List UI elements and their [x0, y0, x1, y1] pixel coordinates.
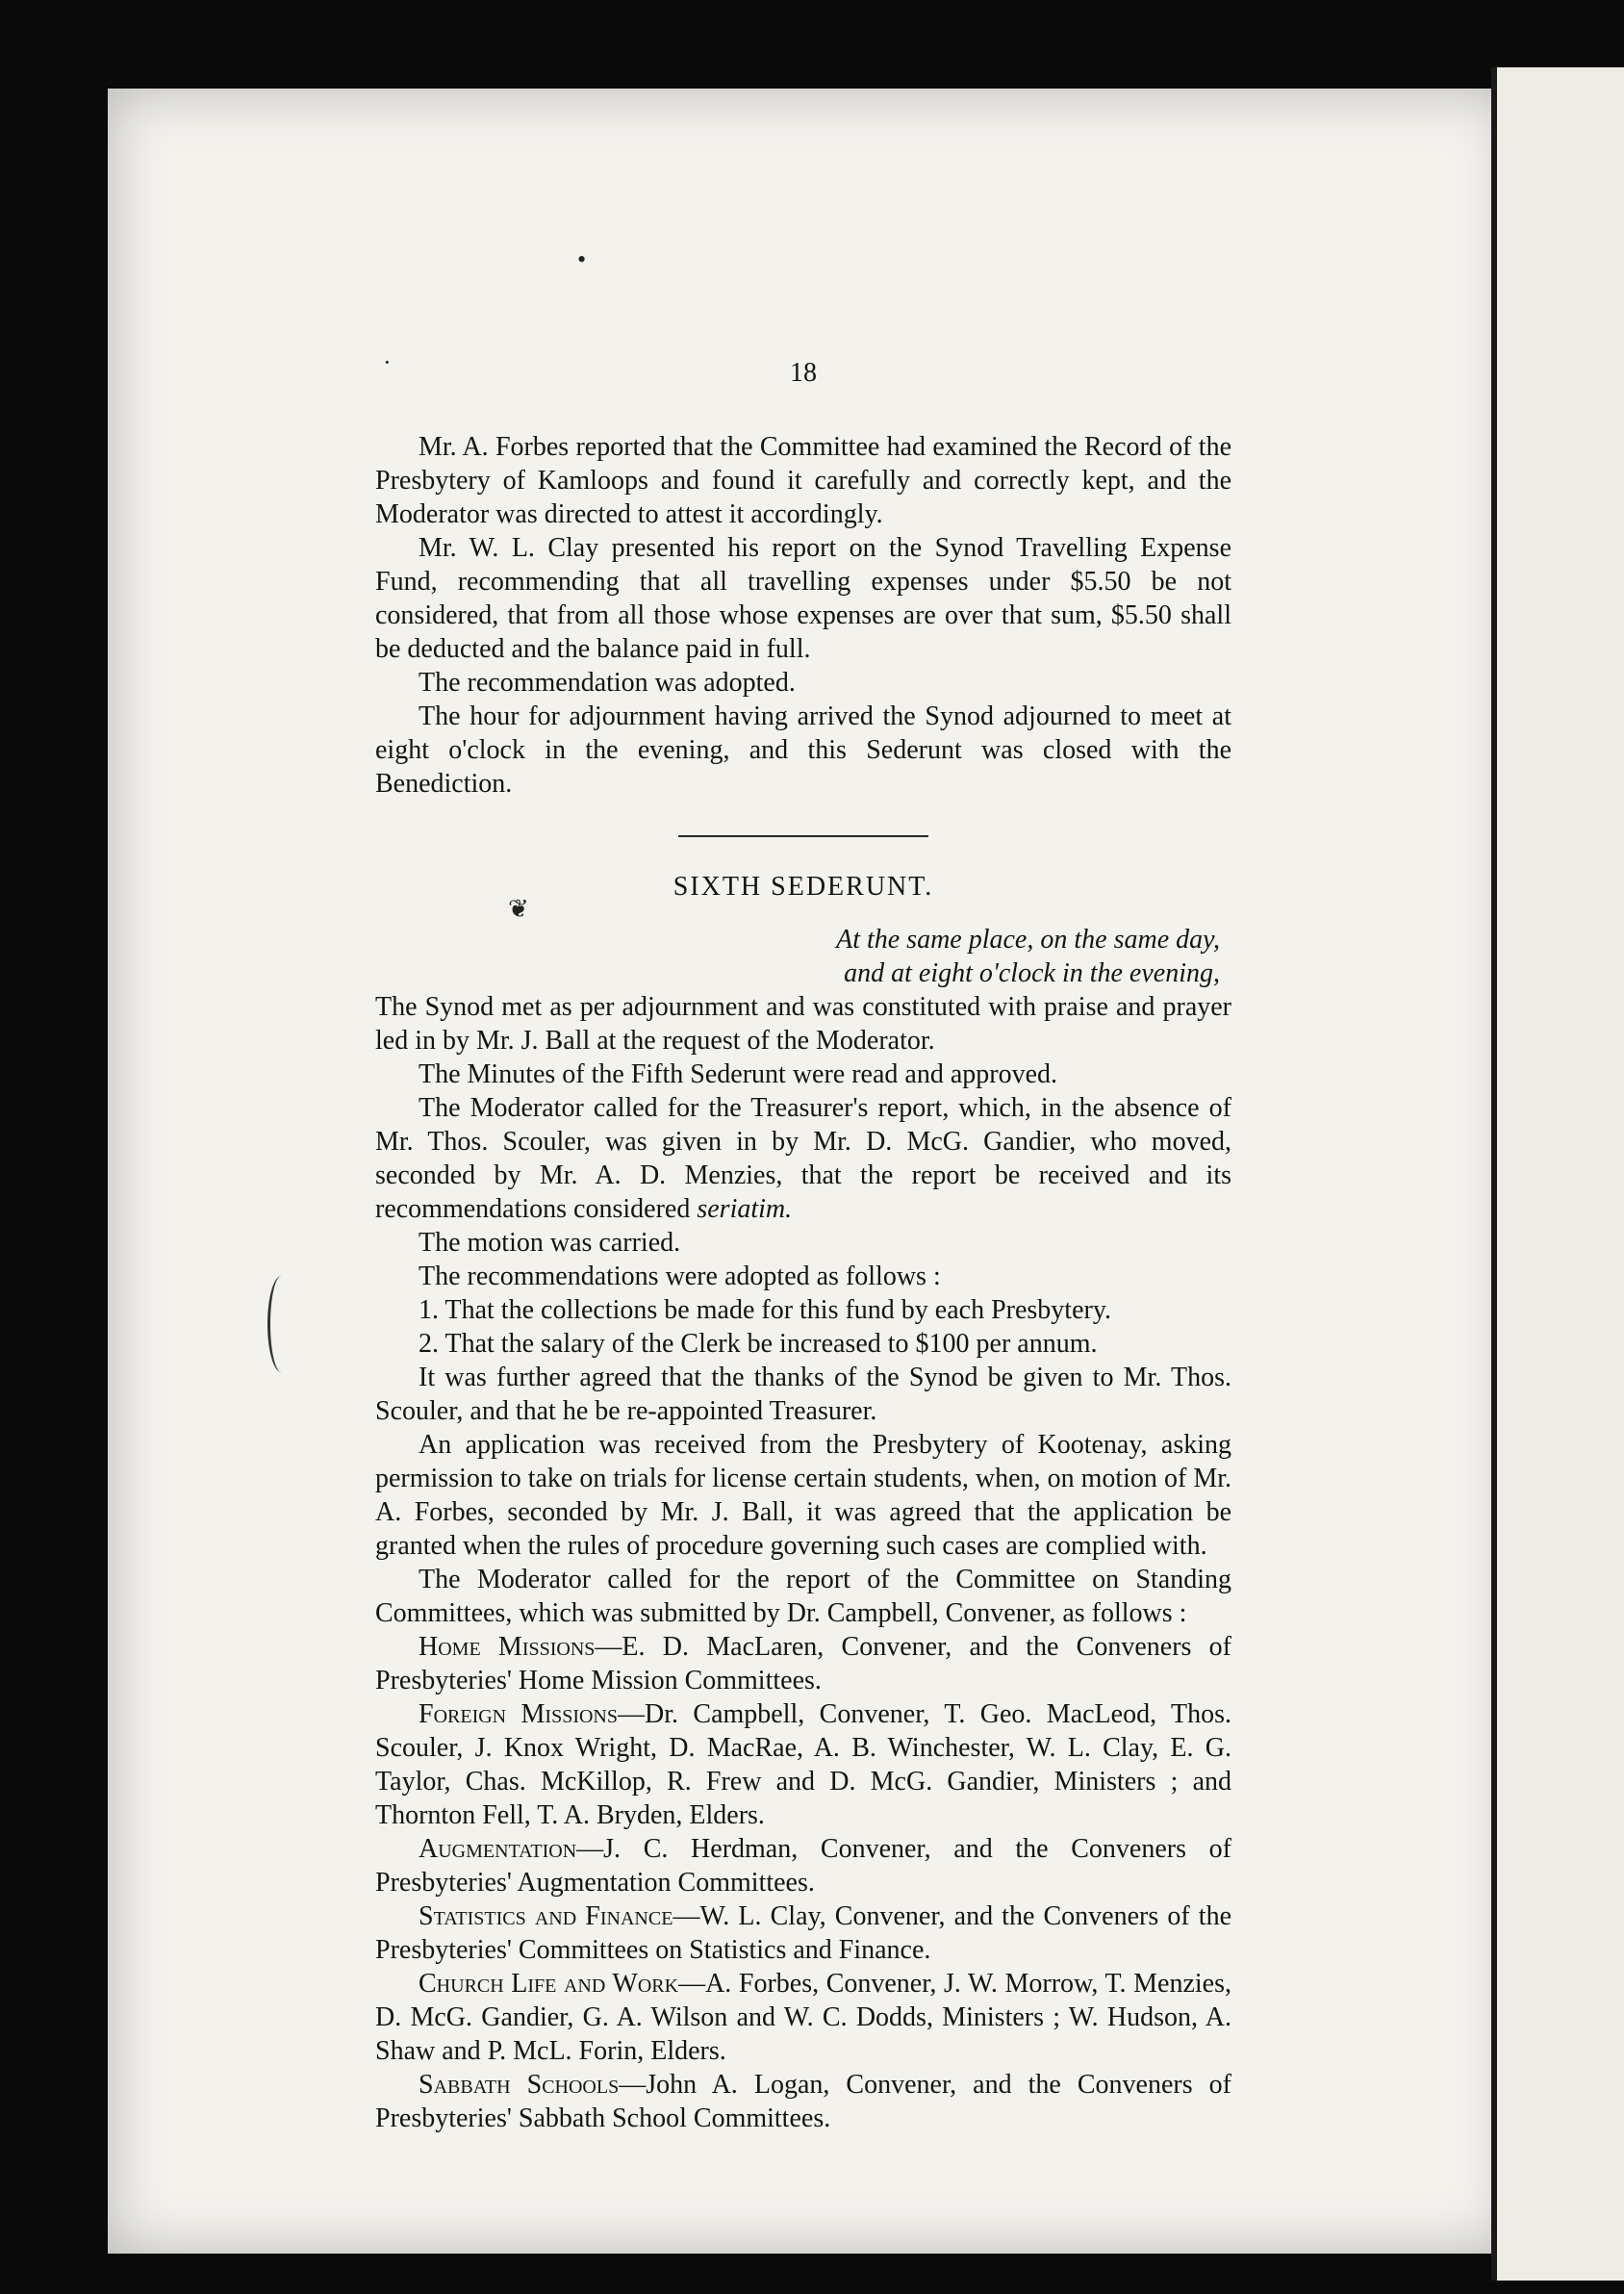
- paragraph-motion: The motion was carried.: [419, 1228, 681, 1258]
- committee-entry: [375, 1899, 1231, 1967]
- paragraph-committee-intro: The Moderator called for the report of the Committee on Standing Committees, which was submitted by Dr. Campbell, Convener, as follows :: [375, 1565, 1231, 1628]
- treasurer-text: The Moderator called for the Treasurer's report, which, in the absence of Mr. Thos. Scouler, was given in by Mr. D. McG. Gandier, who moved, seconded by Mr. A. D. Menzies, that the report be received and its recommendations considered: [375, 1093, 1231, 1224]
- page-number: 18: [790, 358, 817, 388]
- committee-entry: [375, 1832, 1231, 1899]
- paragraph-application: An application was received from the Presbytery of Kootenay, asking permission to take on trials for license certain students, when, on motion of Mr. A. Forbes, seconded by Mr. J. Ball, it was agreed that the application be granted when the rules of procedure governing such cases are complied with.: [375, 1430, 1231, 1561]
- section-heading: SIXTH SEDERUNT.: [672, 872, 934, 902]
- paragraph-clay-report: Mr. W. L. Clay presented his report on the Synod Travelling Expense Fund, recommending that all travelling expenses under $5.50 be not considered, that from all those whose expenses are over that sum, $5.50 shall be deducted and the balance paid in full.: [375, 533, 1231, 664]
- paragraph-thanks: It was further agreed that the thanks of the Synod be given to Mr. Thos. Scouler, and that he be re-appointed Treasurer.: [375, 1363, 1231, 1426]
- dateline-line-1: At the same place, on the same day,: [836, 925, 1220, 955]
- paragraph-treasurer: [375, 1091, 1231, 1226]
- paragraph-recommendations-intro: The recommendations were adopted as follows :: [419, 1262, 941, 1291]
- committee-name: Foreign Missions: [419, 1699, 618, 1729]
- recommendation-2: 2. That the salary of the Clerk be increased to $100 per annum.: [419, 1329, 1098, 1359]
- committee-members: —E. D. MacLaren, Convener, and the Conveners of Presbyteries' Home Mission Committees.: [375, 1632, 1232, 1695]
- stray-mark: •: [577, 245, 587, 273]
- committee-name: Church Life and Work: [419, 1969, 679, 1999]
- committee-name: Augmentation: [419, 1834, 577, 1864]
- stray-mark: ·: [383, 348, 392, 376]
- dateline-line-2: and at eight o'clock in the evening,: [844, 958, 1220, 988]
- paragraph-opening: The Synod met as per adjournment and was constituted with praise and prayer led in by Mr. J. Ball at the request of the Moderator.: [375, 992, 1231, 1056]
- section-divider: [678, 835, 928, 837]
- committee-name: Statistics and Finance: [419, 1901, 673, 1931]
- paragraph-forbes-report: Mr. A. Forbes reported that the Committee had examined the Record of the Presbytery of Kamloops and found it carefully and correctly kept, and the Moderator was directed to attest it accordingly.: [375, 432, 1231, 529]
- stray-mark: ❦: [508, 895, 529, 923]
- committee-entry: [375, 1697, 1231, 1832]
- committee-members: —John A. Logan, Convener, and the Conveners of Presbyteries' Sabbath School Committees.: [375, 2070, 1231, 2133]
- committee-entry: [375, 1630, 1231, 1697]
- committee-entry: [375, 2068, 1231, 2135]
- committee-entry: [375, 1967, 1231, 2068]
- paragraph-adjournment: The hour for adjournment having arrived the Synod adjourned to meet at eight o'clock in the evening, and this Sederunt was closed with the Benediction.: [375, 701, 1231, 799]
- facing-page-edge: [1491, 67, 1624, 2281]
- paragraph-recommendation-adopted: The recommendation was adopted.: [419, 668, 796, 698]
- paragraph-minutes: The Minutes of the Fifth Sederunt were read and approved.: [419, 1059, 1058, 1089]
- committee-name: Sabbath Schools: [419, 2070, 620, 2100]
- committee-members: —J. C. Herdman, Convener, and the Conveners of Presbyteries' Augmentation Committees.: [375, 1834, 1231, 1898]
- recommendation-1: 1. That the collections be made for this fund by each Presbytery.: [419, 1295, 1112, 1325]
- treasurer-italic-word: seriatim.: [697, 1194, 793, 1224]
- committee-members: —A. Forbes, Convener, J. W. Morrow, T. Menzies, D. McG. Gandier, G. A. Wilson and W. C. Dodds, Ministers ; W. Hudson, A. Shaw and P. McL. Forin, Elders.: [375, 1969, 1231, 2066]
- committee-name: Home Missions: [419, 1632, 596, 1662]
- page-text: [375, 356, 1231, 2135]
- committee-members: —W. L. Clay, Convener, and the Conveners of the Presbyteries' Committees on Statistics and Finance.: [375, 1901, 1232, 1965]
- margin-bracket-mark: [267, 1276, 295, 1372]
- committee-members: —Dr. Campbell, Convener, T. Geo. MacLeod, Thos. Scouler, J. Knox Wright, D. MacRae, A. B. Winchester, W. L. Clay, E. G. Taylor, Chas. McKillop, R. Frew and D. McG. Gandier, Ministers ; and Thornton Fell, T. A. Bryden, Elders.: [375, 1699, 1231, 1830]
